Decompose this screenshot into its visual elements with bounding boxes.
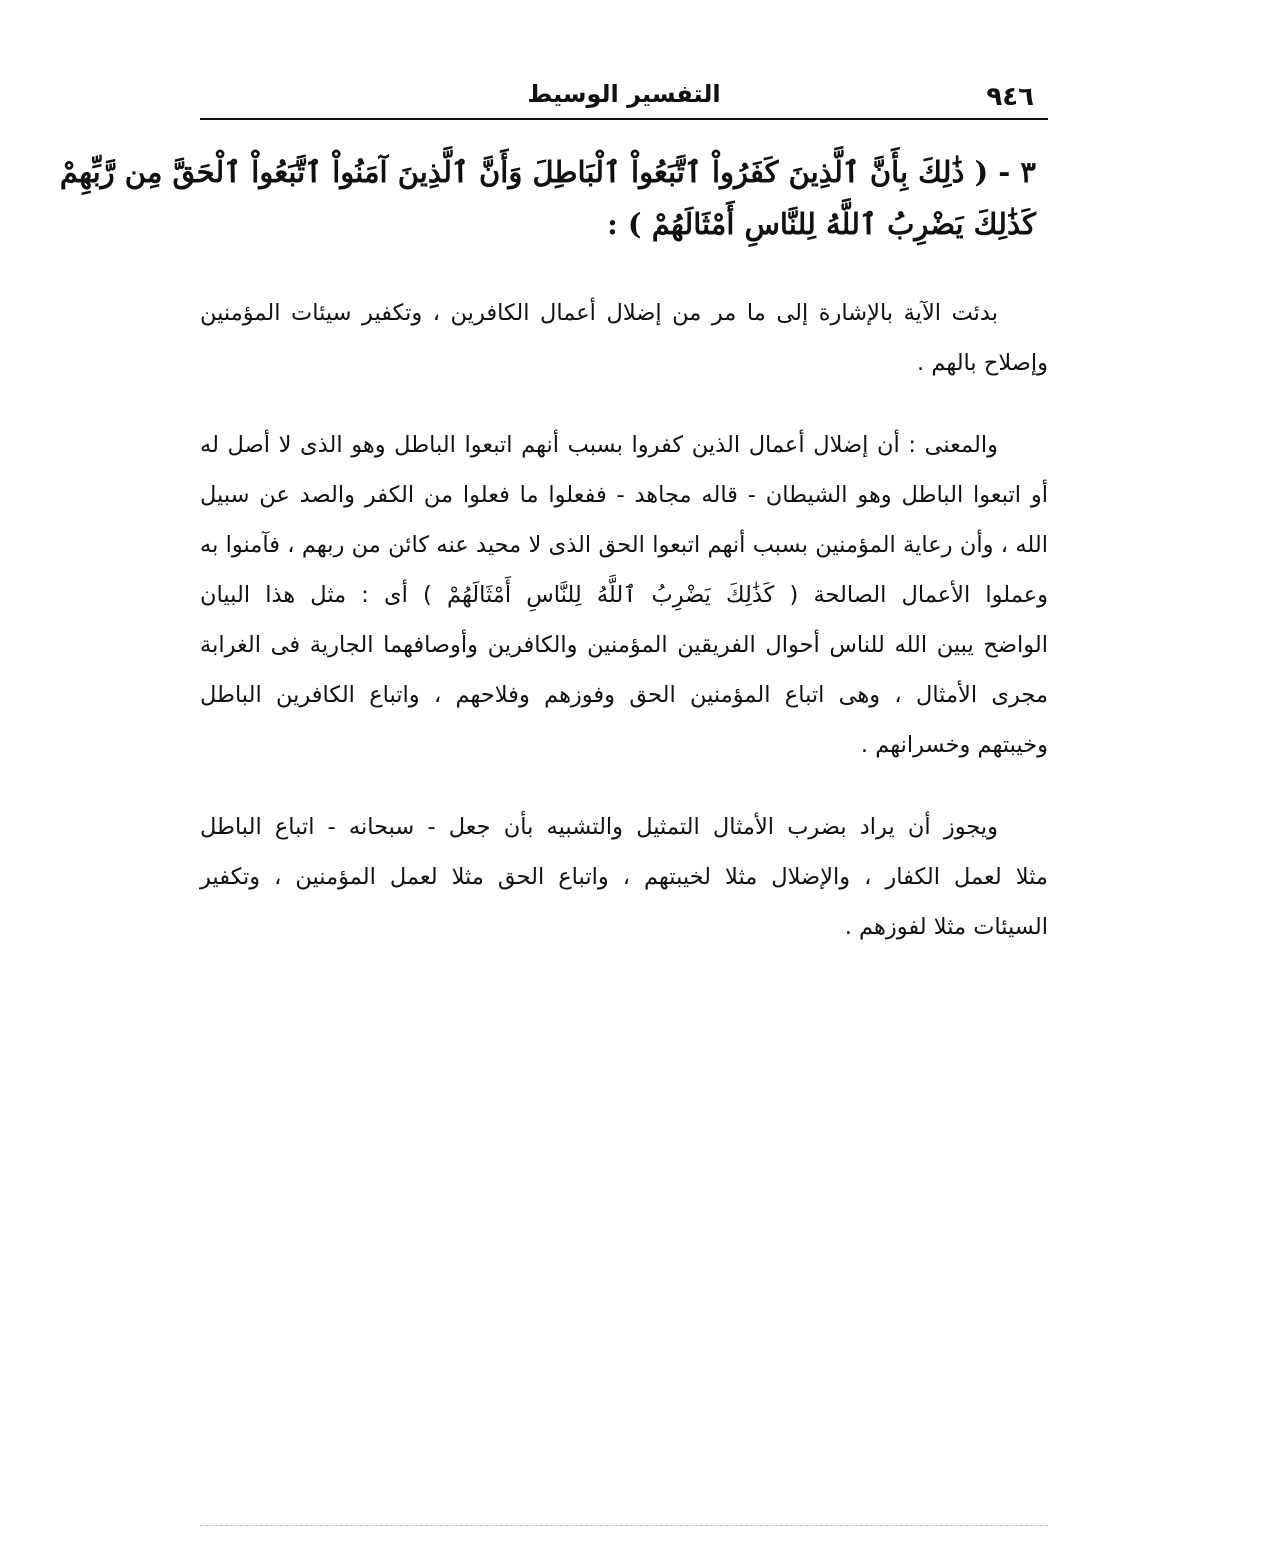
- paragraph-meaning: [200, 420, 1048, 770]
- running-title: التفسير الوسيط: [527, 80, 721, 108]
- text-line: الله ، وأن رعاية المؤمنين بسبب أنهم اتبعوا الحق الذى لا محيد عنه كائن من ربهم ، فآمنوا به: [200, 532, 1048, 558]
- text-line: وعملوا الأعمال الصالحة ( كَذَٰلِكَ يَضْرِبُ ٱللَّهُ لِلنَّاسِ أَمْثَالَهُمْ ) أى : مثل هذا البيان: [200, 582, 1048, 608]
- paragraph-intro: [200, 288, 1048, 388]
- text-line: ويجوز أن يراد بضرب الأمثال التمثيل والتشبيه بأن جعل - سبحانه - اتباع الباطل: [200, 814, 998, 840]
- page-header: [200, 70, 1048, 118]
- verse-line: ٣ - ( ذَٰلِكَ بِأَنَّ ٱلَّذِينَ كَفَرُواْ ٱتَّبَعُواْ ٱلْبَاطِلَ وَأَنَّ ٱلَّذِينَ آمَنُواْ ٱتَّبَعُواْ ٱلْحَقَّ مِن رَّبِّهِمْ: [59, 155, 1036, 189]
- text-line: مثلا لعمل الكفار ، والإضلال مثلا لخيبتهم ، واتباع الحق مثلا لعمل المؤمنين ، وتكفير: [200, 864, 1048, 890]
- text-line: مجرى الأمثال ، وهى اتباع المؤمنين الحق وفوزهم وفلاحهم ، واتباع الكافرين الباطل: [200, 682, 1048, 708]
- paragraph-alternative: [200, 802, 1048, 952]
- quranic-verse: [59, 146, 1048, 250]
- verse-line: كَذَٰلِكَ يَضْرِبُ ٱللَّهُ لِلنَّاسِ أَمْثَالَهُمْ ) :: [607, 207, 1036, 241]
- text-line: وإصلاح بالهم .: [917, 350, 1048, 376]
- text-line: بدئت الآية بالإشارة إلى ما مر من إضلال أعمال الكافرين ، وتكفير سيئات المؤمنين: [200, 300, 998, 326]
- text-line: والمعنى : أن إضلال أعمال الذين كفروا بسبب أنهم اتبعوا الباطل وهو الذى لا أصل له: [200, 432, 998, 458]
- text-line: الواضح يبين الله للناس أحوال الفريقين المؤمنين والكافرين وأوصافهما الجارية فى الغرابة: [200, 632, 1048, 658]
- book-page: [59, 70, 1048, 1530]
- text-line: أو اتبعوا الباطل وهو الشيطان - قاله مجاهد - ففعلوا ما فعلوا من الكفر والصد عن سبيل: [200, 482, 1048, 508]
- header-rule: [200, 118, 1048, 120]
- bottom-scan-edge: [200, 1525, 1048, 1526]
- text-line: وخيبتهم وخسرانهم .: [860, 732, 1048, 758]
- page-number: ٩٤٦: [986, 82, 1034, 112]
- text-line: السيئات مثلا لفوزهم .: [844, 914, 1048, 940]
